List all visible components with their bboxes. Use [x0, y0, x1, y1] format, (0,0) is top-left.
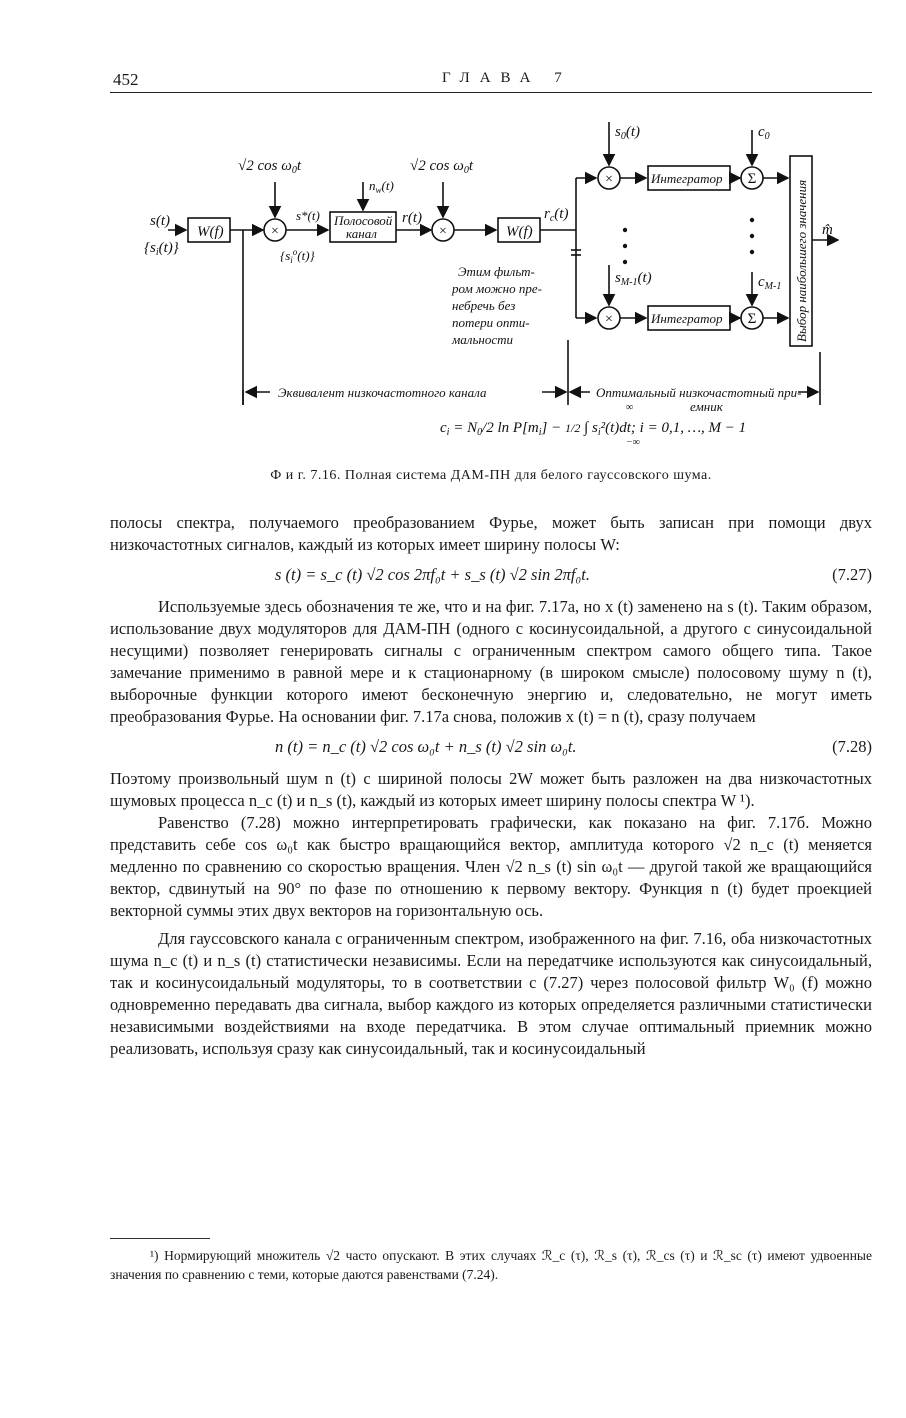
decision-output-label: m̂	[822, 222, 833, 238]
paragraph-2: Используемые здесь обозначения те же, что и на фиг. 7.17а, но x (t) заменено на s (t). Таким образом, использование двух модуляторов для ДАМ-ПН (одного с косинусоидальной, а другого с синусоидальной несущими) позволяет генерировать сигналы с ограниченным спектром самого общего типа. Такое замечание применимо в равной мере и к стационарному (в широком смысле) полосовому шуму n (t), выборочные функции которого имеют бесконечную энергию и, следовательно, не могут иметь преобразования Фурье. На основании фиг. 7.17а снова, положив x (t) = n (t), сразу получаем	[110, 597, 872, 726]
integrator-label-top: Интегратор	[651, 171, 723, 186]
output-filter-label: W(f)	[506, 224, 533, 240]
equation-7-27	[110, 564, 872, 586]
optimal-receiver-label: Оптимальный низкочастотный при-	[596, 385, 802, 400]
chapter-title: ГЛАВА 7	[442, 70, 572, 86]
correlator-symbol-bottom: ×	[605, 312, 613, 327]
integrator-label-bottom: Интегратор	[651, 311, 723, 326]
filter-note-line-2: ром можно пре-	[452, 281, 542, 296]
received-signal-label: r(t)	[402, 210, 422, 226]
transmitted-signal-label: s*(t)	[296, 208, 320, 223]
equation-7-28-number: (7.28)	[832, 737, 872, 756]
signal-set-label: $\{s_i(t)\}$	[144, 240, 179, 258]
bias-m1-label: $c_{M-1}$	[758, 274, 782, 292]
bias-0-label: $c_0$	[758, 124, 770, 142]
filter-note-line-4: потери опти-	[452, 315, 530, 330]
paragraph-1: полосы спектра, получаемого преобразованием Фурье, может быть записан при помощи двух низкочастотных сигналов, каждый из которых имеет ширину полосы W:	[110, 513, 872, 554]
integral-lower-limit: −∞	[626, 437, 640, 448]
summer-symbol-top: Σ	[747, 171, 757, 187]
input-signal-label: s(t)	[150, 213, 170, 229]
filter-note-line-1: Этим фильт-	[458, 264, 535, 279]
cos-carrier-label-2: √2 $\cos \omega_0t$	[410, 158, 473, 176]
transmitted-set-label: $\{s_i^o(t)\}$	[280, 247, 315, 265]
footnote: ¹) Нормирующий множитель √2 часто опускают. В этих случаях ℛ_c (τ), ℛ_s (τ), ℛ_cs (τ) и ℛ_sc (τ) имеют удвоенные значения по сравнению с теми, которые даются равенствами (7.24).	[110, 1248, 872, 1282]
filter-note-line-3: небречь без	[452, 298, 516, 313]
equation-7-28	[110, 736, 872, 758]
noise-label: $n_w(t)$	[369, 178, 394, 195]
block-diagram-svg	[110, 100, 872, 470]
filter-note-line-5: мальности	[452, 332, 513, 347]
equation-7-27-number: (7.27)	[832, 565, 872, 584]
multiplier-symbol-2: ×	[439, 224, 447, 239]
header-rule	[110, 92, 872, 93]
equation-7-27-text: s (t) = s_c (t) √2 cos 2πf₀t + s_s (t) √2 sin 2πf₀t.	[275, 565, 590, 584]
reference-signal-m1-label: $s_{M-1}(t)$	[615, 270, 652, 288]
bandpass-label-line2: канал	[346, 226, 377, 241]
bias-formula: $c_i = N_0/2$ $\ln P[m_i] - 1/2$ ∫ $s_i^2(t)dt$; i = 0,1, …, M − 1	[440, 420, 747, 438]
paragraph-5: Для гауссовского канала с ограниченным спектром, изображенного на фиг. 7.16, оба низкочастотных шума n_c (t) и n_s (t) статистически независимы. Если на передатчике используются как синусоидальный, так и косинусоидальный модуляторы, то в соответствии с (7.27) через полосовой фильтр W₀ (f) можно одновременно передавать два сигнала, выбор каждого из которых определяется различными статистически независимыми воздействиями на входе передатчика. В этом случае оптимальный приемник можно реализовать, используя сразу как синусоидальный, так и косинусоидальный	[110, 929, 872, 1058]
body-text	[110, 512, 872, 1060]
lowpass-equivalent-label: Эквивалент низкочастотного канала	[278, 385, 487, 400]
lowpass-output-label: $r_c(t)$	[544, 206, 569, 224]
integral-upper-limit: ∞	[626, 402, 634, 413]
input-filter-label: W(f)	[197, 224, 224, 240]
optimal-receiver-label-2: емник	[690, 399, 723, 414]
paragraph-3: Поэтому произвольный шум n (t) с шириной полосы 2W может быть разложен на два низкочастотных шумовых процесса n_c (t) и n_s (t), каждый из которых имеет ширину полосы спектра W ¹).	[110, 769, 872, 810]
summer-symbol-bottom: Σ	[747, 311, 757, 327]
block-diagram	[110, 100, 872, 470]
correlator-symbol-top: ×	[605, 172, 613, 187]
equation-7-28-text: n (t) = n_c (t) √2 cos ω₀t + n_s (t) √2 sin ω₀t.	[275, 737, 577, 756]
cos-carrier-label-1: √2 $\cos \omega_0t$	[238, 158, 301, 176]
paragraph-4: Равенство (7.28) можно интерпретировать графически, как показано на фиг. 7.17б. Можно представить себе cos ω₀t как быстро вращающийся вектор, амплитуда которого √2 n_c (t) меняется медленно по сравнению со скоростью вращения. Член √2 n_s (t) sin ω₀t — другой такой же вращающийся вектор, сдвинутый на 90° по фазе по отношению к первому вектору. Функция n (t) будет проекцией векторной суммы этих двух векторов на горизонтальную ось.	[110, 813, 872, 920]
footnote-rule	[110, 1238, 210, 1239]
selector-label: Выбор наибольшего значения	[794, 179, 809, 342]
multiplier-symbol-1: ×	[271, 224, 279, 239]
figure-caption: Ф и г. 7.16. Полная система ДАМ-ПН для белого гауссовского шума.	[270, 468, 712, 483]
reference-signal-0-label: $s_0(t)$	[615, 124, 641, 142]
page-number: 452	[113, 70, 139, 89]
bandpass-label-line1: Полосовой	[334, 213, 393, 228]
